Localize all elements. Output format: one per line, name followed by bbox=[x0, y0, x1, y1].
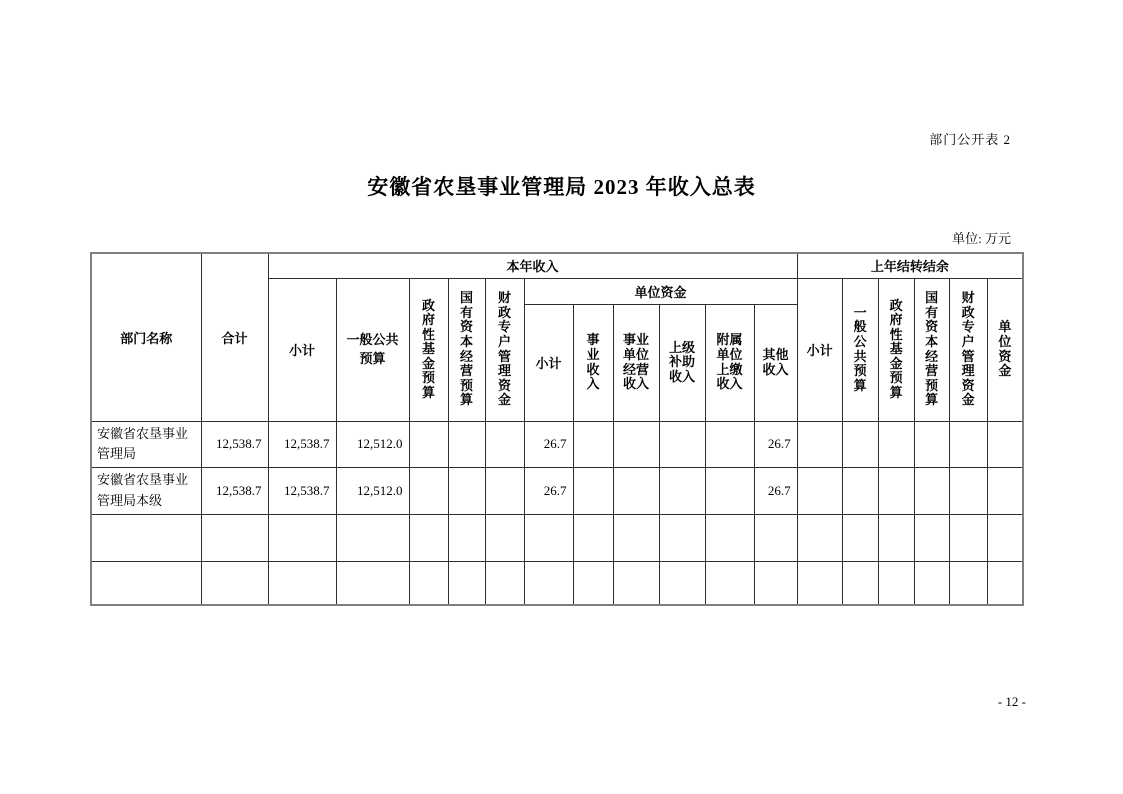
cy-general-public-budget-cell bbox=[336, 514, 409, 561]
uf-affiliated-upturn-cell bbox=[705, 561, 754, 605]
col-header-cy-subtotal: 小计 bbox=[268, 278, 336, 421]
group-header-unit-funds: 单位资金 bbox=[524, 278, 797, 304]
col-header-py-state-capital-budget: 国有资本经营预算 bbox=[914, 278, 949, 421]
col-header-cy-state-capital-budget: 国有资本经营预算 bbox=[448, 278, 485, 421]
cy-govt-fund-budget-cell bbox=[409, 421, 448, 467]
uf-subtotal-cell: 26.7 bbox=[524, 421, 573, 467]
uf-affiliated-upturn-cell bbox=[705, 514, 754, 561]
uf-business-income-cell bbox=[573, 421, 613, 467]
cy-govt-fund-budget-cell bbox=[409, 467, 448, 514]
col-header-cy-general-public-budget: 一般公共预算 bbox=[336, 278, 409, 421]
py-unit-funds-cell bbox=[987, 421, 1023, 467]
uf-other-income-cell bbox=[754, 561, 797, 605]
cy-state-capital-budget-cell bbox=[448, 467, 485, 514]
page-number: - 12 - bbox=[997, 694, 1026, 709]
uf-business-income-cell bbox=[573, 467, 613, 514]
py-state-capital-budget-cell bbox=[914, 421, 949, 467]
cy-general-public-budget-cell bbox=[336, 561, 409, 605]
col-header-uf-other-income: 其他收入 bbox=[754, 304, 797, 421]
cy-govt-fund-budget-cell bbox=[409, 514, 448, 561]
uf-business-income-cell bbox=[573, 514, 613, 561]
uf-operating-income-cell bbox=[613, 467, 659, 514]
uf-business-income-cell bbox=[573, 561, 613, 605]
table-row bbox=[91, 514, 1023, 561]
py-fiscal-special-account-cell bbox=[949, 514, 987, 561]
col-header-uf-operating-income: 事业单位经营收入 bbox=[613, 304, 659, 421]
uf-subtotal-cell: 26.7 bbox=[524, 467, 573, 514]
uf-operating-income-cell bbox=[613, 561, 659, 605]
py-fiscal-special-account-cell bbox=[949, 561, 987, 605]
unit-label: 单位: 万元 bbox=[952, 231, 1011, 246]
uf-subtotal-cell bbox=[524, 561, 573, 605]
grand-total-cell bbox=[201, 514, 268, 561]
cy-state-capital-budget-cell bbox=[448, 421, 485, 467]
uf-superior-subsidy-cell bbox=[659, 421, 705, 467]
py-subtotal-cell bbox=[797, 561, 842, 605]
table-row bbox=[91, 561, 1023, 605]
py-subtotal-cell bbox=[797, 514, 842, 561]
grand-total-cell: 12,538.7 bbox=[201, 421, 268, 467]
department-name-cell bbox=[91, 514, 201, 561]
uf-other-income-cell: 26.7 bbox=[754, 421, 797, 467]
col-header-py-govt-fund-budget: 政府性基金预算 bbox=[878, 278, 914, 421]
grand-total-cell bbox=[201, 561, 268, 605]
col-header-grand-total: 合计 bbox=[201, 253, 268, 421]
cy-general-public-budget-cell: 12,512.0 bbox=[336, 467, 409, 514]
uf-subtotal-cell bbox=[524, 514, 573, 561]
cy-subtotal-cell: 12,538.7 bbox=[268, 421, 336, 467]
col-header-py-general-public-budget: 一般公共预算 bbox=[842, 278, 878, 421]
cy-subtotal-cell bbox=[268, 561, 336, 605]
col-header-py-fiscal-special-account: 财政专户管理资金 bbox=[949, 278, 987, 421]
page-title: 安徽省农垦事业管理局 2023 年收入总表 bbox=[367, 175, 756, 199]
uf-superior-subsidy-cell bbox=[659, 561, 705, 605]
py-fiscal-special-account-cell bbox=[949, 421, 987, 467]
budget-table bbox=[90, 252, 1024, 606]
py-unit-funds-cell bbox=[987, 514, 1023, 561]
uf-other-income-cell bbox=[754, 514, 797, 561]
py-fiscal-special-account-cell bbox=[949, 467, 987, 514]
py-govt-fund-budget-cell bbox=[878, 421, 914, 467]
table-row bbox=[91, 421, 1023, 467]
uf-affiliated-upturn-cell bbox=[705, 421, 754, 467]
cy-subtotal-cell: 12,538.7 bbox=[268, 467, 336, 514]
col-header-cy-govt-fund-budget: 政府性基金预算 bbox=[409, 278, 448, 421]
py-govt-fund-budget-cell bbox=[878, 467, 914, 514]
uf-operating-income-cell bbox=[613, 514, 659, 561]
py-govt-fund-budget-cell bbox=[878, 561, 914, 605]
col-header-uf-superior-subsidy: 上级补助收入 bbox=[659, 304, 705, 421]
cy-fiscal-special-account-cell bbox=[485, 467, 524, 514]
table-row bbox=[91, 467, 1023, 514]
py-state-capital-budget-cell bbox=[914, 514, 949, 561]
py-unit-funds-cell bbox=[987, 561, 1023, 605]
py-state-capital-budget-cell bbox=[914, 561, 949, 605]
col-header-uf-affiliated-upturn: 附属单位上缴收入 bbox=[705, 304, 754, 421]
corner-form-label: 部门公开表 2 bbox=[929, 132, 1011, 147]
col-header-uf-subtotal: 小计 bbox=[524, 304, 573, 421]
cy-general-public-budget-cell: 12,512.0 bbox=[336, 421, 409, 467]
department-name-cell: 安徽省农垦事业管理局 bbox=[91, 421, 201, 467]
col-header-py-subtotal: 小计 bbox=[797, 278, 842, 421]
py-unit-funds-cell bbox=[987, 467, 1023, 514]
py-general-public-budget-cell bbox=[842, 561, 878, 605]
col-header-department: 部门名称 bbox=[91, 253, 201, 421]
col-header-uf-business-income: 事业收入 bbox=[573, 304, 613, 421]
py-general-public-budget-cell bbox=[842, 421, 878, 467]
col-header-cy-fiscal-special-account: 财政专户管理资金 bbox=[485, 278, 524, 421]
department-name-cell bbox=[91, 561, 201, 605]
uf-other-income-cell: 26.7 bbox=[754, 467, 797, 514]
py-state-capital-budget-cell bbox=[914, 467, 949, 514]
grand-total-cell: 12,538.7 bbox=[201, 467, 268, 514]
cy-govt-fund-budget-cell bbox=[409, 561, 448, 605]
uf-affiliated-upturn-cell bbox=[705, 467, 754, 514]
cy-fiscal-special-account-cell bbox=[485, 561, 524, 605]
py-govt-fund-budget-cell bbox=[878, 514, 914, 561]
py-subtotal-cell bbox=[797, 421, 842, 467]
group-header-prev-year-carryover: 上年结转结余 bbox=[797, 253, 1023, 278]
uf-superior-subsidy-cell bbox=[659, 514, 705, 561]
cy-subtotal-cell bbox=[268, 514, 336, 561]
py-general-public-budget-cell bbox=[842, 514, 878, 561]
py-general-public-budget-cell bbox=[842, 467, 878, 514]
cy-fiscal-special-account-cell bbox=[485, 421, 524, 467]
cy-state-capital-budget-cell bbox=[448, 561, 485, 605]
py-subtotal-cell bbox=[797, 467, 842, 514]
uf-operating-income-cell bbox=[613, 421, 659, 467]
uf-superior-subsidy-cell bbox=[659, 467, 705, 514]
department-name-cell: 安徽省农垦事业管理局本级 bbox=[91, 467, 201, 514]
cy-fiscal-special-account-cell bbox=[485, 514, 524, 561]
cy-state-capital-budget-cell bbox=[448, 514, 485, 561]
group-header-current-year-income: 本年收入 bbox=[268, 253, 797, 278]
col-header-py-unit-funds: 单位资金 bbox=[987, 278, 1023, 421]
